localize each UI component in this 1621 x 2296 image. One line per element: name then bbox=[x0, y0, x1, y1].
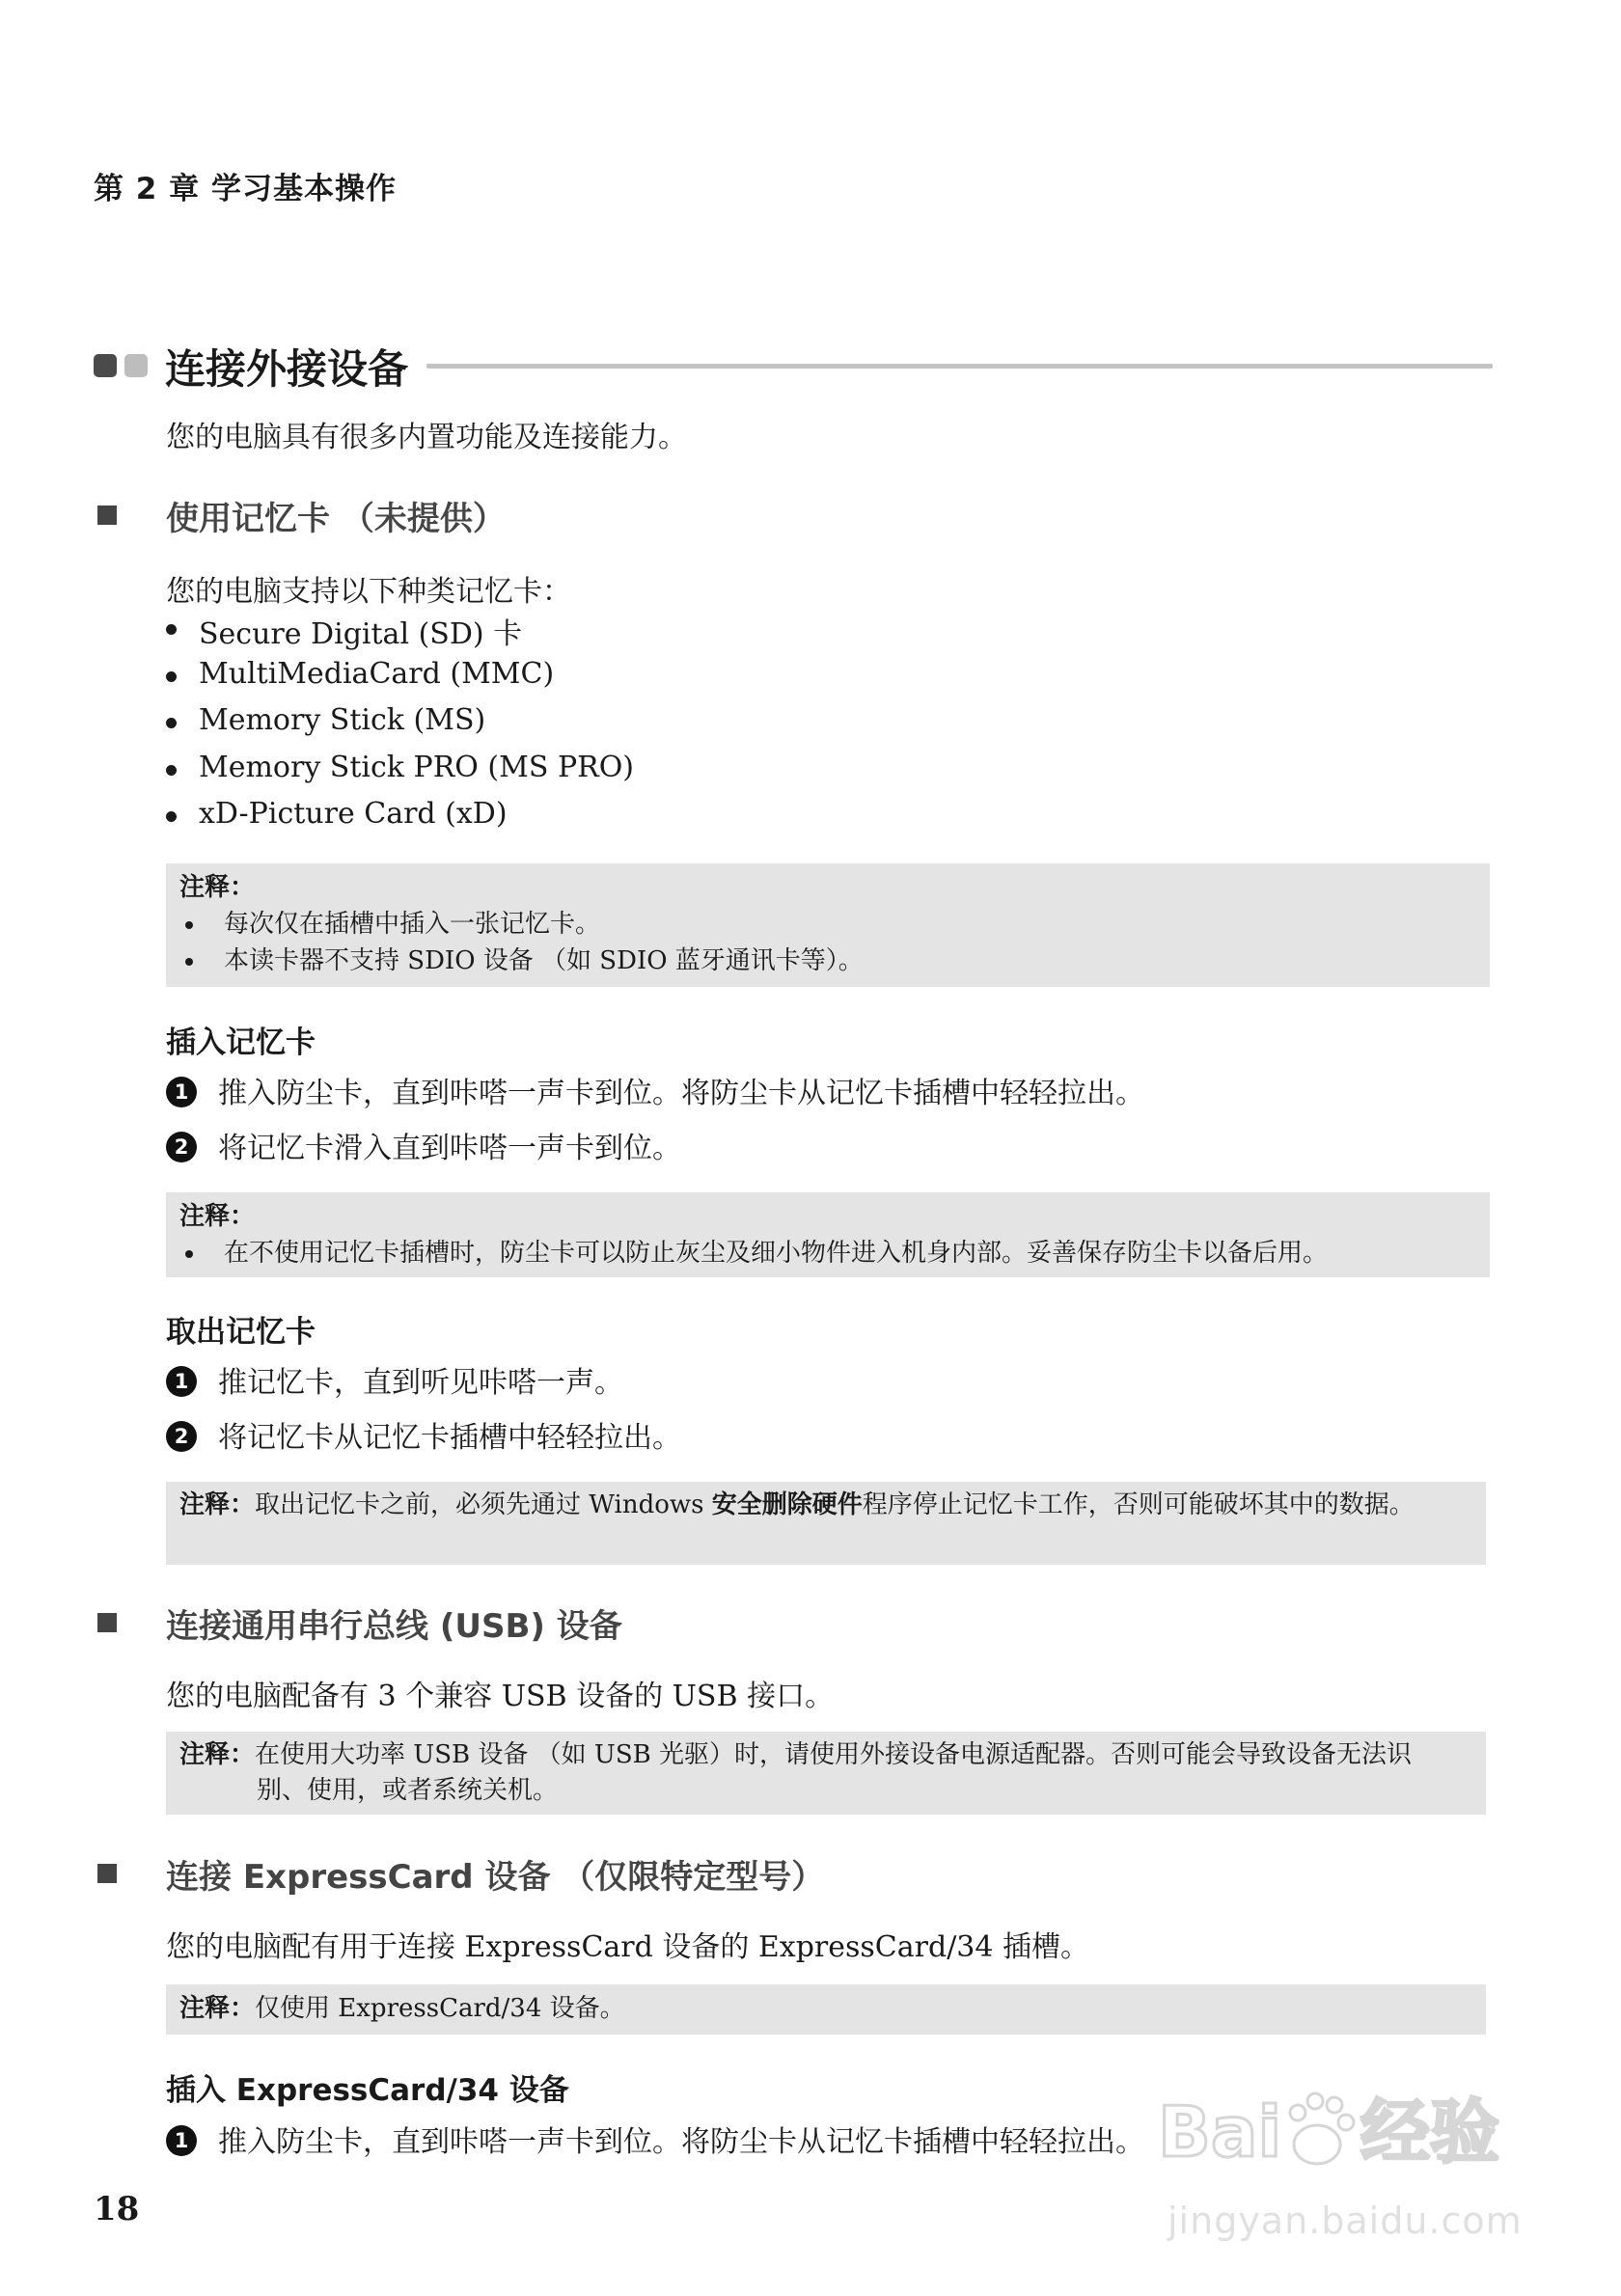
section-intro: 您的电脑具有很多内置功能及连接能力。 bbox=[166, 421, 687, 454]
list-item: Memory Stick (MS) bbox=[166, 703, 634, 751]
step-text: 将记忆卡从记忆卡插槽中轻轻拉出。 bbox=[218, 1421, 681, 1455]
svg-text:经验: 经验 bbox=[1360, 2091, 1500, 2173]
note-text: 仅使用 ExpressCard/34 设备。 bbox=[255, 1994, 625, 2023]
memory-card-title: 使用记忆卡 （未提供） bbox=[166, 500, 506, 538]
step-text: 推入防尘卡，直到咔嗒一声卡到位。将防尘卡从记忆卡插槽中轻轻拉出。 bbox=[218, 2125, 1144, 2159]
step-text: 将记忆卡滑入直到咔嗒一声卡到位。 bbox=[218, 1132, 681, 1165]
note-label: 注释： bbox=[179, 1740, 256, 1769]
note-emphasis: 安全删除硬件 bbox=[711, 1490, 863, 1519]
note-text: 取出记忆卡之前，必须先通过 Windows bbox=[255, 1490, 712, 1519]
step-text: 推记忆卡，直到听见咔嗒一声。 bbox=[218, 1366, 623, 1400]
list-item: xD-Picture Card (xD) bbox=[166, 797, 634, 844]
watermark-url: jingyan.baidu.com bbox=[1168, 2200, 1523, 2242]
note-box bbox=[166, 1192, 1490, 1277]
expresscard-intro: 您的电脑配有用于连接 ExpressCard 设备的 ExpressCard/34 插槽。 bbox=[166, 1930, 1090, 1964]
list-item: Memory Stick PRO (MS PRO) bbox=[166, 751, 634, 798]
note-box bbox=[166, 863, 1490, 987]
subsection-bullet-icon bbox=[97, 1864, 117, 1883]
watermark-logo-icon bbox=[1158, 2074, 1544, 2190]
step-item bbox=[166, 1124, 681, 1165]
step-text: 推入防尘卡，直到咔嗒一声卡到位。将防尘卡从记忆卡插槽中轻轻拉出。 bbox=[218, 1077, 1144, 1110]
note-box bbox=[166, 1732, 1486, 1815]
note-item: 每次仅在插槽中插入一张记忆卡。 bbox=[179, 906, 1476, 943]
chapter-header: 第 2 章 学习基本操作 bbox=[94, 172, 397, 206]
memory-card-type-list bbox=[166, 610, 634, 844]
step-number: 1 bbox=[166, 2125, 197, 2156]
note-item: 在不使用记忆卡插槽时，防尘卡可以防止灰尘及细小物件进入机身内部。妥善保存防尘卡以备后用。 bbox=[179, 1235, 1476, 1271]
note-box bbox=[166, 1482, 1486, 1565]
page-number: 18 bbox=[94, 2190, 140, 2228]
step-item bbox=[166, 1069, 1144, 1110]
note-text: 在使用大功率 USB 设备 （如 USB 光驱）时，请使用外接设备电源适配器。否则可能会导致设备无法识别、使用，或者系统关机。 bbox=[255, 1740, 1413, 1805]
subsection-bullet-icon bbox=[97, 506, 117, 525]
note-label: 注释： bbox=[179, 1994, 256, 2023]
section-marker-light-icon bbox=[124, 354, 148, 377]
step-number: 2 bbox=[166, 1132, 197, 1162]
subsection-bullet-icon bbox=[97, 1613, 117, 1632]
usb-title: 连接通用串行总线 (USB) 设备 bbox=[166, 1607, 622, 1646]
memory-card-intro: 您的电脑支持以下种类记忆卡： bbox=[166, 575, 571, 609]
svg-text:Bai: Bai bbox=[1158, 2091, 1282, 2173]
usb-intro: 您的电脑配备有 3 个兼容 USB 设备的 USB 接口。 bbox=[166, 1680, 835, 1713]
note-box bbox=[166, 1984, 1486, 2035]
step-number: 1 bbox=[166, 1077, 197, 1107]
section-title: 连接外接设备 bbox=[165, 345, 409, 393]
insert-card-title: 插入记忆卡 bbox=[166, 1025, 316, 1060]
section-marker-dark-icon bbox=[94, 354, 117, 377]
insert-expresscard-title: 插入 ExpressCard/34 设备 bbox=[166, 2073, 569, 2108]
section-heading bbox=[94, 338, 1493, 396]
step-item bbox=[166, 2118, 1144, 2159]
step-item bbox=[166, 1358, 623, 1400]
note-item: 本读卡器不支持 SDIO 设备 （如 SDIO 蓝牙通讯卡等）。 bbox=[179, 943, 1476, 979]
step-number: 1 bbox=[166, 1366, 197, 1397]
section-rule bbox=[426, 364, 1493, 369]
expresscard-title: 连接 ExpressCard 设备 （仅限特定型号） bbox=[166, 1858, 825, 1897]
note-label: 注释： bbox=[179, 1490, 256, 1519]
step-item bbox=[166, 1413, 681, 1455]
step-number: 2 bbox=[166, 1421, 197, 1452]
list-item: MultiMediaCard (MMC) bbox=[166, 657, 634, 704]
baidu-jingyan-watermark-icon bbox=[1158, 2074, 1544, 2267]
remove-card-title: 取出记忆卡 bbox=[166, 1315, 316, 1350]
note-label: 注释： bbox=[179, 1202, 256, 1231]
note-text: 程序停止记忆卡工作，否则可能破坏其中的数据。 bbox=[862, 1490, 1415, 1519]
list-item: Secure Digital (SD) 卡 bbox=[166, 610, 634, 657]
note-label: 注释： bbox=[179, 873, 256, 902]
